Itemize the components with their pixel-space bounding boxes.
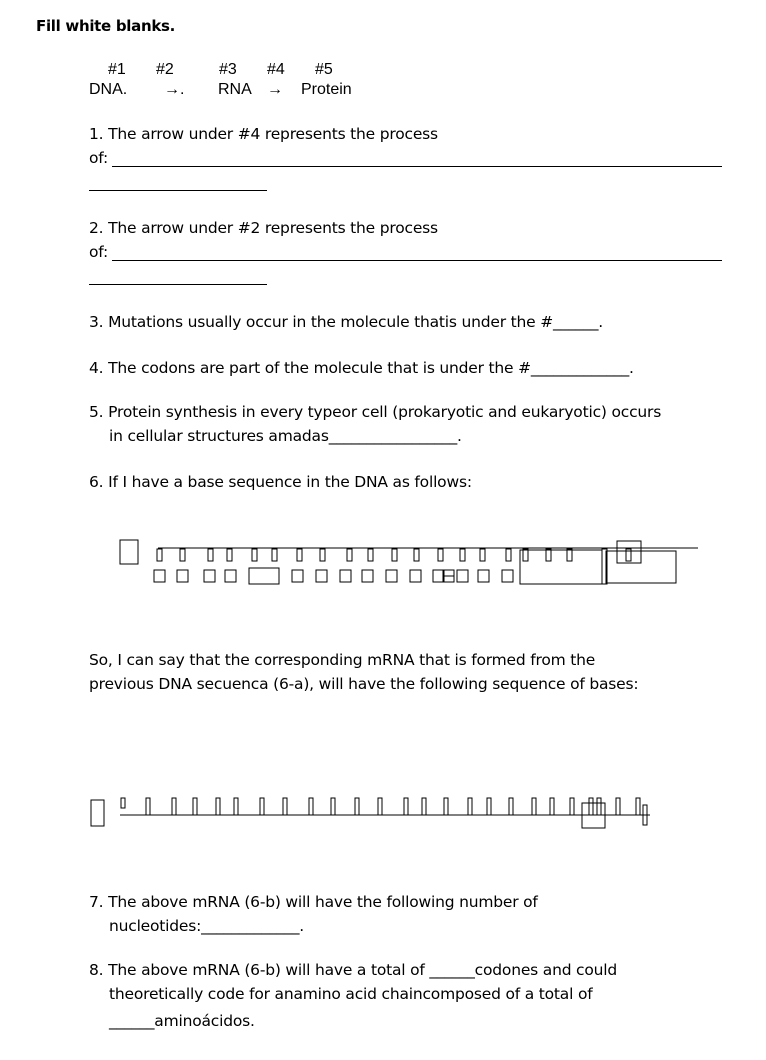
label-number-2: #2 <box>156 61 174 78</box>
question-8-cont: theoretically code for anamino acid chaincomposed of a total of <box>109 985 593 1003</box>
label-number-1: #1 <box>108 61 126 78</box>
question-5-cont: in cellular structures amadas_________________. <box>109 427 462 445</box>
worksheet-title: Fill white blanks. <box>36 17 176 35</box>
question-6-so: So, I can say that the corresponding mRNA that is formed from the <box>89 651 596 669</box>
question-6-so-cont: previous DNA secuenca (6-a), will have the following sequence of bases: <box>89 675 639 693</box>
question-6: 6. If I have a base sequence in the DNA as follows: <box>89 473 472 491</box>
question-7-cont: nucleotides:_____________. <box>109 917 305 935</box>
sequence-box <box>91 800 104 826</box>
top-boxes <box>157 541 641 563</box>
question-8-cont2: ______aminoácidos. <box>109 1012 255 1030</box>
question-1-of: of: <box>89 149 109 167</box>
sequence-box <box>120 540 138 564</box>
dna-label: DNA. <box>89 81 128 98</box>
arrow-1: →. <box>164 81 185 98</box>
rna-label: RNA <box>218 81 252 98</box>
question-2-of: of: <box>89 243 109 261</box>
question-8: 8. The above mRNA (6-b) will have a total of ______codones and could <box>89 961 618 979</box>
arrow-2: → <box>267 81 283 98</box>
label-number-4: #4 <box>267 61 285 78</box>
question-3: 3. Mutations usually occur in the molecule thatis under the #______. <box>89 313 604 331</box>
question-2: 2. The arrow under #2 represents the process <box>89 219 438 237</box>
label-number-5: #5 <box>315 61 333 78</box>
label-number-3: #3 <box>219 61 237 78</box>
question-7: 7. The above mRNA (6-b) will have the following number of <box>89 893 538 911</box>
protein-label: Protein <box>301 81 352 98</box>
question-1: 1. The arrow under #4 represents the process <box>89 125 438 143</box>
mrna-sequence-blanks <box>91 798 650 828</box>
question-4: 4. The codons are part of the molecule that is under the #_____________. <box>89 359 634 377</box>
question-5: 5. Protein synthesis in every typeor cell (prokaryotic and eukaryotic) occurs <box>89 403 662 421</box>
